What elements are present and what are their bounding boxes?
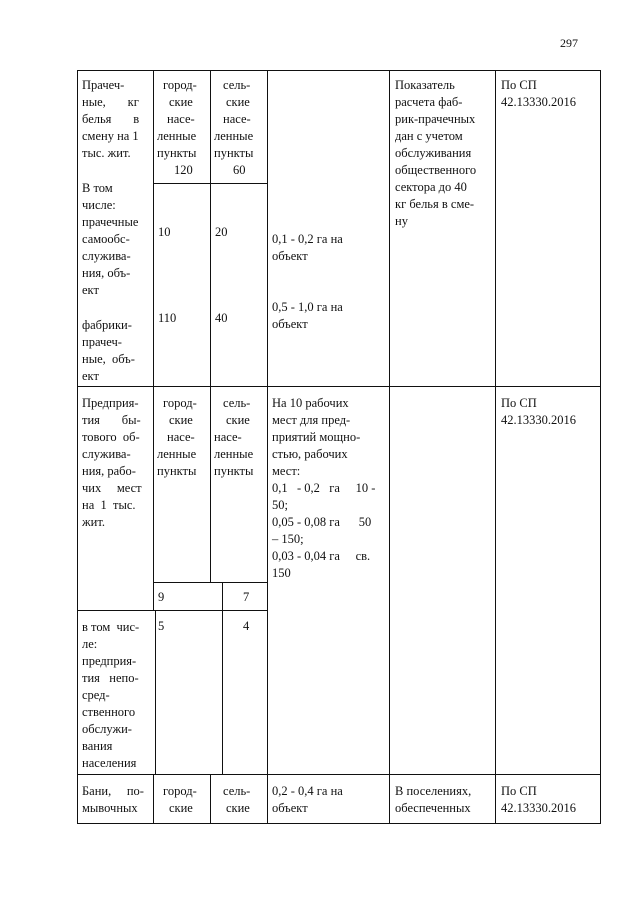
cell-text-line: Показатель: [395, 78, 455, 92]
cell-text-line: Бани, по-: [82, 784, 144, 798]
cell-text-line: 0,1 - 0,2 га на: [272, 232, 343, 246]
cell-text-line: город-: [163, 78, 197, 92]
row1-rural-value-2: 40: [215, 311, 228, 325]
row2-header-bottom-border: [153, 582, 267, 583]
row2-rural-value: 7: [243, 590, 250, 604]
row2-sub-rural-value: 4: [243, 619, 250, 633]
cell-text-line: сель-: [223, 396, 251, 410]
cell-text-line: дан с учетом: [395, 129, 463, 143]
cell-text-line: ния, объ-: [82, 266, 131, 280]
cell-text-line: тия бы-: [82, 413, 141, 427]
cell-text-line: пункты: [157, 464, 197, 478]
cell-text-line: фабрики-: [82, 318, 132, 332]
cell-text-line: тия непо-: [82, 671, 139, 685]
cell-text-line: служива-: [82, 447, 131, 461]
cell-text-line: ские: [169, 801, 193, 815]
cell-text-line: самообс-: [82, 232, 130, 246]
cell-text-line: ленные: [157, 447, 197, 461]
cell-text-line: тового об-: [82, 430, 140, 444]
cell-text-line: город-: [163, 784, 197, 798]
cell-text-line: тыс. жит.: [82, 146, 131, 160]
cell-text-line: 42.13330.2016: [501, 801, 576, 815]
row2-col-divider-2: [210, 386, 211, 582]
cell-text-line: 120: [174, 163, 193, 177]
row2-urban-value: 9: [158, 590, 165, 604]
cell-text-line: ленные: [214, 129, 254, 143]
ref-col-divider: [495, 70, 496, 823]
row3-col-divider-2: [210, 774, 211, 823]
cell-text-line: прачечные: [82, 215, 139, 229]
cell-text-line: ские: [169, 95, 193, 109]
cell-text-line: жит.: [82, 515, 105, 529]
cell-text-line: насе-: [223, 112, 251, 126]
cell-text-line: чих мест: [82, 481, 142, 495]
cell-text-line: пункты: [157, 146, 197, 160]
cell-text-line: рик-прачечных: [395, 112, 476, 126]
cell-text-line: пункты: [214, 464, 254, 478]
cell-text-line: 150: [272, 566, 291, 580]
cell-text-line: ские: [226, 801, 250, 815]
row2-values-bottom-border: [77, 610, 267, 611]
cell-text-line: объект: [272, 249, 308, 263]
table-left-border: [77, 70, 78, 823]
cell-text-line: Прачеч-: [82, 78, 125, 92]
cell-text-line: На 10 рабочих: [272, 396, 349, 410]
cell-text-line: ные, кг: [82, 95, 139, 109]
page-number: 297: [560, 36, 578, 50]
cell-text-line: смену на 1: [82, 129, 139, 143]
cell-text-line: обеспеченных: [395, 801, 471, 815]
cell-text-line: обслужи-: [82, 722, 132, 736]
cell-text-line: ственного: [82, 705, 136, 719]
cell-text-line: ские: [226, 95, 250, 109]
table-top-border: [77, 70, 601, 71]
cell-text-line: насе-: [214, 430, 242, 444]
table-right-border: [600, 70, 601, 823]
cell-text-line: расчета фаб-: [395, 95, 463, 109]
row2-sub-divider-1: [155, 610, 156, 774]
cell-text-line: на 1 тыс.: [82, 498, 136, 512]
note-col-divider: [389, 70, 390, 823]
area-col-divider: [267, 70, 268, 823]
row1-rural-value-1: 20: [215, 225, 228, 239]
cell-text-line: числе:: [82, 198, 116, 212]
cell-text-line: насе-: [167, 112, 195, 126]
cell-text-line: объект: [272, 801, 308, 815]
cell-text-line: сред-: [82, 688, 110, 702]
cell-text-line: сель-: [223, 784, 251, 798]
cell-text-line: ские: [226, 413, 250, 427]
cell-text-line: ну: [395, 214, 408, 228]
row1-bottom-border: [77, 386, 601, 387]
cell-text-line: насе-: [167, 430, 195, 444]
cell-text-line: мест для пред-: [272, 413, 351, 427]
cell-text-line: белья в: [82, 112, 140, 126]
row2-col-divider-1: [153, 386, 154, 610]
cell-text-line: 0,1 - 0,2 га 10 -: [272, 481, 376, 495]
cell-text-line: город-: [163, 396, 197, 410]
cell-text-line: 0,03 - 0,04 га св.: [272, 549, 371, 563]
cell-text-line: ект: [82, 283, 99, 297]
cell-text-line: ские: [169, 413, 193, 427]
cell-text-line: По СП: [501, 784, 537, 798]
cell-text-line: сель-: [223, 78, 251, 92]
cell-text-line: сектора до 40: [395, 180, 467, 194]
cell-text-line: По СП: [501, 78, 537, 92]
cell-text-line: кг белья в сме-: [395, 197, 475, 211]
cell-text-line: 0,5 - 1,0 га на: [272, 300, 343, 314]
row1-urban-value-2: 110: [158, 311, 177, 325]
cell-text-line: ленные: [157, 129, 197, 143]
cell-text-line: 60: [233, 163, 246, 177]
cell-text-line: предприя-: [82, 654, 137, 668]
cell-text-line: прачеч-: [82, 335, 122, 349]
row3-col-divider-1: [153, 774, 154, 823]
row1-urban-value-1: 10: [158, 225, 171, 239]
cell-text-line: 42.13330.2016: [501, 413, 576, 427]
cell-text-line: населения: [82, 756, 137, 770]
cell-text-line: По СП: [501, 396, 537, 410]
cell-text-line: ленные: [214, 447, 254, 461]
row2-sub-divider-2: [222, 610, 223, 774]
cell-text-line: приятий мощно-: [272, 430, 361, 444]
row1-col-divider-1: [153, 70, 154, 386]
cell-text-line: ект: [82, 369, 99, 383]
cell-text-line: обслуживания: [395, 146, 472, 160]
row2-values-divider: [222, 582, 223, 610]
cell-text-line: ния, рабо-: [82, 464, 136, 478]
row1-col-divider-2: [210, 70, 211, 386]
cell-text-line: Предприя-: [82, 396, 139, 410]
cell-text-line: мывочных: [82, 801, 138, 815]
cell-text-line: ле:: [82, 637, 98, 651]
cell-text-line: служива-: [82, 249, 131, 263]
row2-sub-urban-value: 5: [158, 619, 165, 633]
cell-text-line: объект: [272, 317, 308, 331]
table-bottom-border: [77, 823, 601, 824]
cell-text-line: мест:: [272, 464, 301, 478]
cell-text-line: 0,2 - 0,4 га на: [272, 784, 343, 798]
cell-text-line: В том: [82, 181, 113, 195]
cell-text-line: в том чис-: [82, 620, 140, 634]
cell-text-line: 0,05 - 0,08 га 50: [272, 515, 372, 529]
cell-text-line: общественного: [395, 163, 477, 177]
cell-text-line: В поселениях,: [395, 784, 472, 798]
row2-bottom-border: [77, 774, 601, 775]
cell-text-line: 42.13330.2016: [501, 95, 576, 109]
cell-text-line: – 150;: [272, 532, 304, 546]
cell-text-line: пункты: [214, 146, 254, 160]
cell-text-line: стью, рабочих: [272, 447, 348, 461]
cell-text-line: вания: [82, 739, 113, 753]
cell-text-line: 50;: [272, 498, 288, 512]
cell-text-line: ные, объ-: [82, 352, 135, 366]
